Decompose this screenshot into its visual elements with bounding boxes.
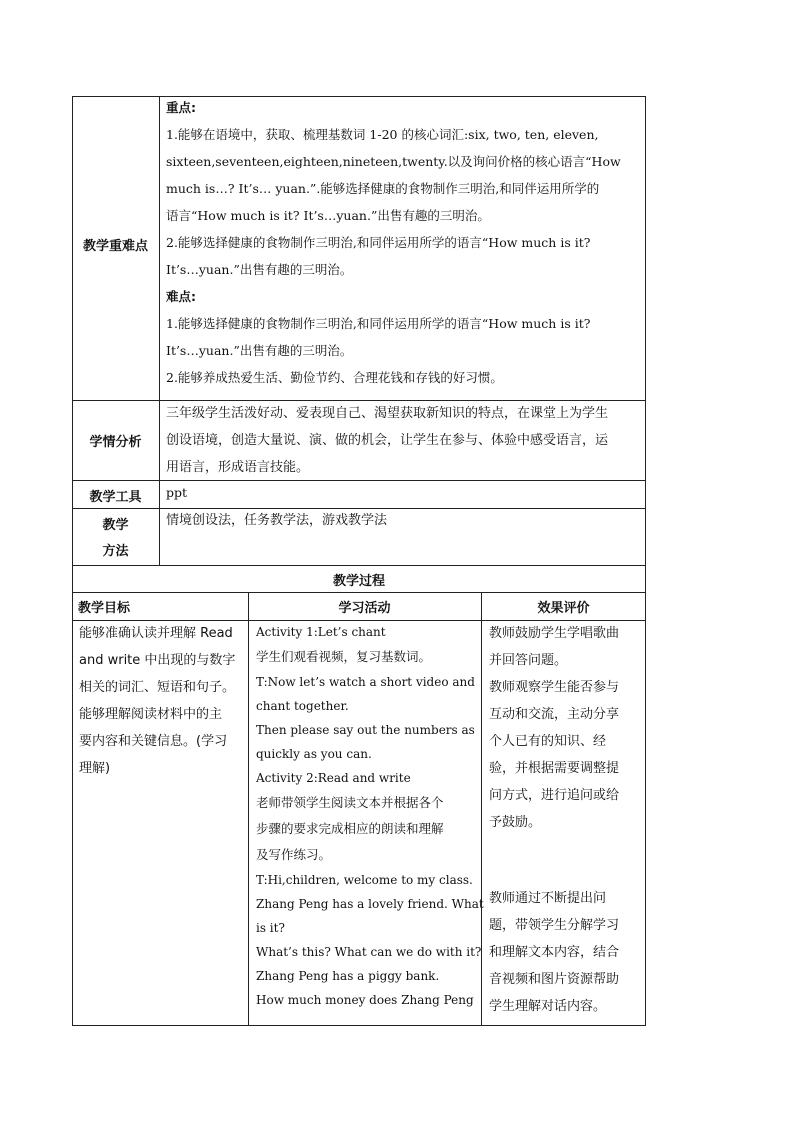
col-divider (248, 592, 249, 1026)
key-point-line: 2.能够选择健康的食物制作三明治,和同伴运用所学的语言“How much is it? (166, 235, 591, 250)
activity-line: 步骤的要求完成相应的朗读和理解 (256, 821, 444, 836)
eval-line: 并回答问题。 (489, 653, 568, 668)
goal-header: 教学目标 (78, 601, 131, 616)
activity-line: T:Hi,children, welcome to my class. (256, 873, 473, 887)
eval-line: 互动和交流，主动分享 (489, 707, 620, 722)
eval-line: 题，带领学生分解学习 (489, 918, 620, 933)
eval-content-2 (489, 885, 619, 1020)
tools-value: ppt (166, 485, 188, 500)
activity-line: is it? (256, 921, 285, 935)
eval-line: 予鼓励。 (489, 815, 542, 830)
activity-line: 学生们观看视频，复习基数词。 (256, 649, 432, 664)
eval-line: 教师通过不断提出问 (489, 891, 607, 906)
eval-line: 音视频和图片资源帮助 (489, 972, 620, 987)
key-point-line: sixteen,seventeen,eighteen,nineteen,twenty.以及询问价格的核心语言“How (166, 154, 621, 169)
activity-header: 学习活动 (338, 601, 391, 616)
nandian-title: 难点: (166, 289, 196, 304)
key-point-line: much is…? It’s… yuan.”.能够选择健康的食物制作三明治,和同伴运用所学的 (166, 181, 600, 196)
eval-line: 学生理解对话内容。 (489, 999, 607, 1014)
key-points-content (166, 94, 621, 391)
eval-line: 教师观察学生能否参与 (489, 680, 620, 695)
analysis-line: 用语言，形成语言技能。 (166, 460, 310, 475)
difficult-point-line: It’s…yuan.”出售有趣的三明治。 (166, 343, 353, 358)
goal-line: 理解) (79, 761, 111, 776)
analysis-line: 三年级学生活泼好动、爱表现自己、渴望获取新知识的特点，在课堂上为学生 (166, 406, 609, 421)
eval-line: 个人已有的知识、经 (489, 734, 607, 749)
activity-line: chant together. (256, 699, 349, 713)
activity-line: T:Now let’s watch a short video and (256, 675, 475, 689)
activity-line: Zhang Peng has a piggy bank. (256, 969, 440, 983)
eval-line: 验，并根据需要调整提 (489, 761, 620, 776)
methods-label-1: 教学 (102, 518, 129, 533)
eval-line: 和理解文本内容，结合 (489, 945, 620, 960)
student-analysis-label: 学情分析 (89, 435, 142, 450)
key-point-line: It’s…yuan.”出售有趣的三明治。 (166, 262, 353, 277)
activity-line: What’s this? What can we do with it? (256, 945, 482, 959)
eval-header: 效果评价 (537, 601, 590, 616)
activity-line: quickly as you can. (256, 747, 372, 761)
zhongdian-title: 重点: (166, 100, 196, 115)
difficult-point-line: 2.能够养成热爱生活、勤俭节约、合理花钱和存钱的好习惯。 (166, 370, 503, 385)
goal-line: 能够理解阅读材料中的主 (79, 707, 223, 722)
process-title: 教学过程 (332, 574, 385, 589)
col-divider (159, 96, 160, 565)
activity-line: 及写作练习。 (256, 847, 332, 862)
goal-line: 相关的词汇、短语和句子。 (79, 680, 236, 695)
student-analysis-content (166, 400, 608, 481)
goal-content (79, 620, 235, 782)
activity-line: How much money does Zhang Peng (256, 993, 474, 1007)
activity-line: Activity 1:Let’s chant (256, 625, 386, 639)
goal-line: 要内容和关键信息。(学习 (79, 734, 228, 749)
activity-line: 老师带领学生阅读文本并根据各个 (256, 795, 444, 810)
eval-line: 教师鼓励学生学唱歌曲 (489, 626, 620, 641)
tools-label: 教学工具 (89, 490, 142, 505)
methods-value: 情境创设法，任务教学法，游戏教学法 (166, 513, 388, 528)
row-divider (72, 592, 646, 593)
key-point-line: 语言“How much is it? It’s…yuan.”出售有趣的三明治。 (166, 208, 490, 223)
methods-label-2: 方法 (102, 544, 129, 559)
key-points-label: 教学重难点 (82, 239, 148, 254)
difficult-point-line: 1.能够选择健康的食物制作三明治,和同伴运用所学的语言“How much is it? (166, 316, 591, 331)
goal-line: and write 中出现的与数字 (79, 653, 236, 668)
activity-content (256, 620, 484, 1012)
activity-line: Zhang Peng has a lovely friend. What (256, 897, 484, 911)
activity-line: Then please say out the numbers as (256, 723, 475, 737)
key-point-line: 1.能够在语境中，获取、梳理基数词 1-20 的核心词汇:six, two, ten, eleven, (166, 127, 599, 142)
analysis-line: 创设语境，创造大量说、演、做的机会，让学生在参与、体验中感受语言，运 (166, 433, 609, 448)
goal-line: 能够准确认读并理解 Read (79, 626, 233, 641)
eval-content-1 (489, 620, 619, 836)
row-divider (72, 565, 646, 566)
activity-line: Activity 2:Read and write (256, 771, 411, 785)
eval-line: 问方式，进行追问或给 (489, 788, 620, 803)
